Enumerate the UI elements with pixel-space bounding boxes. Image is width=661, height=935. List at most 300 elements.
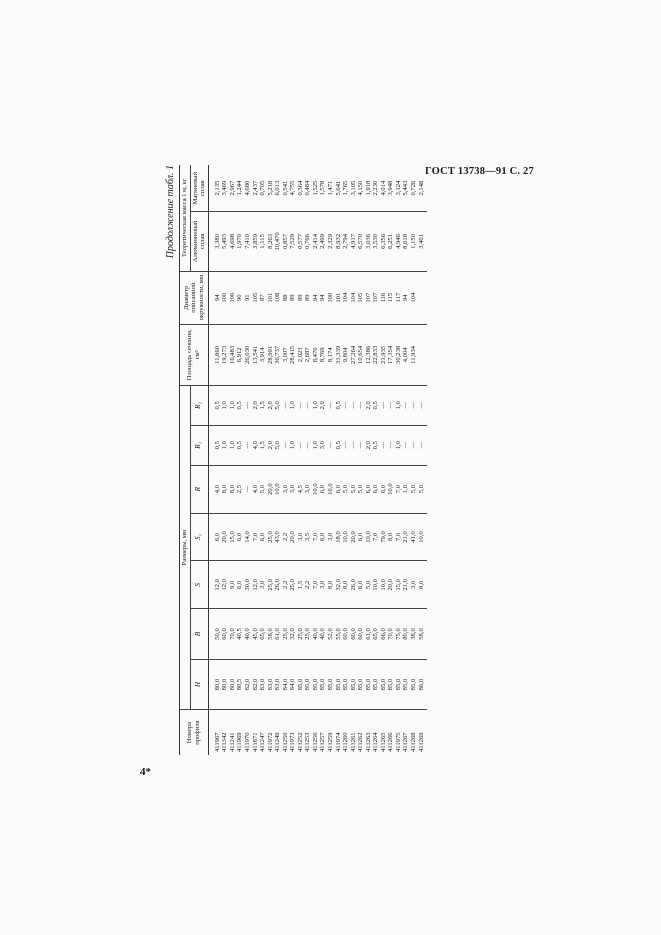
table-cell-magnesium: 1,918 [364, 180, 372, 196]
table-cell-profile: 411973 [289, 732, 297, 752]
table-cell-H: 85,0 [319, 678, 327, 691]
table-cell-diameter: 104 [342, 292, 350, 303]
table-cell-profile: 411263 [364, 732, 372, 752]
table-cell-R2: 5,0 [274, 401, 282, 410]
table-cell-R1: — [243, 441, 251, 449]
table-cell-H: 84,0 [289, 678, 297, 691]
table-cell-magnesium: 5,218 [266, 180, 274, 196]
table-cell-S: 6,0 [357, 580, 365, 589]
table-cell-B: 61,0 [274, 628, 282, 640]
table-cell-B: 70,0 [228, 628, 236, 640]
table-cell-aluminum: 3,401 [417, 234, 425, 249]
table-cell-magnesium: 4,755 [289, 180, 297, 196]
table-cell-diameter: 90 [236, 294, 244, 301]
table-cell-R2: — [326, 402, 334, 409]
table-cell-B: 25,0 [281, 628, 289, 640]
header-magnesium: Магниевый сплав [190, 165, 208, 212]
table-cell-S1: 20,0 [349, 531, 357, 543]
table-cell-H: 80,0 [228, 678, 236, 691]
table-cell-R1: — [296, 441, 304, 449]
table-cell-profile: 411262 [357, 732, 365, 752]
table-cell-R2: 1,0 [289, 401, 297, 410]
table-cell-B: 55,0 [334, 628, 342, 640]
table-cell-R1: 1,0 [221, 441, 229, 450]
table-cell-R1: 0,5 [236, 441, 244, 450]
table-cell-profile: 411267 [402, 732, 410, 752]
table-cell-S: 1,5 [296, 580, 304, 589]
column-R2 [208, 385, 427, 425]
table-cell-magnesium: 1,244 [236, 180, 244, 196]
table-cell-profile: 411269 [417, 732, 425, 752]
table-cell-B: 60,0 [357, 628, 365, 640]
table-cell-diameter: 107 [372, 292, 380, 303]
table-cell-S: 12,0 [251, 579, 259, 591]
table-cell-S1: 7,0 [311, 532, 319, 542]
table-cell-S1: 3,0 [326, 532, 334, 542]
table-cell-aluminum: 0,766 [304, 234, 312, 249]
table-cell-S: 15,0 [394, 579, 402, 591]
table-cell-aluminum: 7,410 [243, 234, 251, 249]
table-cell-aluminum: 8,618 [402, 234, 410, 249]
table-cell-R2: 1,0 [394, 401, 402, 410]
table-cell-aluminum: 2,794 [342, 234, 350, 249]
table-cell-H: 80,5 [236, 678, 244, 691]
table-cell-magnesium: 2,437 [251, 180, 259, 196]
table-cell-R2: — [417, 402, 425, 409]
table-cell-profile: 411261 [349, 732, 357, 752]
table-cell-R2: — [402, 402, 410, 409]
table-cell-H: 85,0 [364, 678, 372, 691]
table-cell-S: 10,0 [372, 579, 380, 591]
table-cell-H: 83,0 [259, 678, 267, 691]
table-cell-diameter [418, 274, 426, 322]
table-cell-magnesium: 5,443 [402, 180, 410, 196]
header-S: S [190, 561, 208, 609]
table-cell-H: 85,0 [311, 678, 319, 691]
table-cell-R1: — [357, 441, 365, 449]
column-S1 [208, 513, 427, 561]
table-cell-S1: 6,0 [213, 532, 221, 542]
table-cell-R2: 0,5 [213, 401, 221, 410]
table-cell-area: 28,991 [266, 345, 274, 364]
table-cell-magnesium: 4,014 [379, 180, 387, 196]
table-cell-B: 50,0 [213, 628, 221, 640]
table-cell-area: 16,483 [228, 345, 236, 364]
table-cell-R: 10,0 [387, 483, 395, 495]
table-cell-B: 60,0 [349, 628, 357, 640]
table-cell-R1: — [387, 441, 395, 449]
table-cell-B: 25,0 [296, 628, 304, 640]
table-cell-R: 8,0 [228, 485, 236, 494]
table-cell-S1: 10,0 [342, 531, 350, 543]
table-cell-S1: 3,0 [296, 532, 304, 542]
table-cell-H: 85,0 [379, 678, 387, 691]
table-cell-R2: 2,0 [364, 401, 372, 410]
table-cell-area: 17,354 [387, 345, 395, 364]
table-cell-aluminum: 3,380 [213, 234, 221, 249]
table-cell-R: 10,0 [274, 483, 282, 495]
table-cell-profile: 411871 [251, 732, 259, 752]
rotated-table-block [165, 165, 545, 755]
table-cell-profile: 411264 [372, 732, 380, 752]
table-cell-R1: 1,0 [228, 441, 236, 450]
table-cell-magnesium: 3,948 [387, 180, 395, 196]
table-cell-S1: 10,0 [417, 531, 425, 543]
table-cell-R: 5,0 [259, 485, 267, 494]
table-cell-H: 85,0 [296, 678, 304, 691]
header-aluminum: Алюминиевый сплав [190, 212, 208, 271]
table-continuation-label: Продолжение табл. 1 [165, 165, 176, 259]
table-cell-H: 86,0 [417, 678, 425, 691]
page-signature-mark: 4* [140, 766, 151, 778]
table-cell-B: 60,0 [342, 628, 350, 640]
table-cell-diameter: 94 [319, 294, 327, 301]
table-cell-B: 58,0 [417, 628, 425, 640]
table-cell-R: 5,0 [410, 485, 417, 494]
table-cell-aluminum: 7,529 [289, 234, 297, 249]
table-cell-profile: 411257 [319, 732, 327, 752]
table-cell-magnesium: 0,705 [259, 180, 267, 196]
table-cell-profile: 411256 [311, 732, 319, 752]
table-cell-R2: — [296, 402, 304, 409]
table-cell-profile: 411249 [274, 732, 282, 752]
table-cell-diameter: 107 [364, 292, 372, 303]
table-cell-B: 70,0 [387, 628, 395, 640]
table-cell-R2: — [357, 402, 365, 409]
table-cell-S: 26,0 [349, 579, 357, 591]
table-cell-area: 4,004 [402, 347, 410, 363]
table-cell-R2: 2,0 [251, 401, 259, 410]
table-cell-magnesium: 1,471 [326, 180, 334, 196]
table-cell-R1: 5,0 [274, 441, 282, 450]
table-cell-R: 5,0 [417, 485, 425, 494]
header-R1: R₁ [190, 425, 208, 465]
table-cell-S1: 2,2 [281, 532, 289, 542]
table-cell-diameter: 116 [379, 292, 387, 303]
table-cell-R1: 2,0 [266, 441, 274, 450]
table-cell-magnesium: 1,525 [311, 180, 319, 196]
table-cell-R: — [243, 485, 251, 493]
column-diameter [208, 271, 427, 324]
table-cell-S1: 6,0 [319, 532, 327, 542]
column-R [208, 465, 427, 513]
table-cell-area: 8,769 [319, 347, 327, 363]
table-cell-B: 61,0 [364, 628, 372, 640]
table-cell-R: 4,0 [251, 485, 259, 494]
table-cell-area: 36,737 [274, 345, 282, 364]
table-cell-R: 20,0 [266, 483, 274, 495]
table-cell-S1: 25,0 [266, 531, 274, 543]
table-cell-area: 2,023 [296, 347, 304, 363]
table-cell-R1: 4,0 [251, 441, 259, 450]
table-cell-S1: 7,0 [394, 532, 402, 542]
table-cell-S: 2,2 [281, 580, 289, 589]
column-H [208, 659, 427, 710]
table-cell-H: 85,0 [372, 678, 380, 691]
table-cell-H: 85,0 [402, 678, 410, 691]
table-cell-area: 11,934 [410, 345, 417, 364]
table-cell-aluminum: 4,698 [228, 234, 236, 249]
table-cell-R2: 1,0 [228, 401, 236, 410]
table-cell-aluminum: 10,470 [274, 232, 282, 251]
table-cell-S1: 6,0 [236, 532, 244, 542]
header-S1: S₁ [190, 513, 208, 561]
table-cell-diameter: 88 [281, 294, 289, 301]
table-cell-magnesium: 1,578 [319, 180, 327, 196]
table-cell-diameter: 106 [228, 292, 236, 303]
table-cell-S1: 6,0 [259, 532, 267, 542]
table-cell-B: 40,0 [319, 628, 327, 640]
table-cell-R: 4,5 [296, 485, 304, 494]
table-cell-magnesium: 5,641 [334, 180, 342, 196]
column-B [208, 609, 427, 660]
table-cell-area [418, 327, 426, 383]
table-cell-H: 85,0 [342, 678, 350, 691]
table-cell-area: 26,030 [243, 345, 251, 364]
table-cell-R2: — [243, 402, 251, 409]
table-cell-S: 10,0 [379, 579, 387, 591]
table-cell-H: 85,0 [387, 678, 395, 691]
table-cell-R1: — [349, 441, 357, 449]
table-cell-S1: 15,0 [228, 531, 236, 543]
table-cell-area: 8,470 [311, 347, 319, 363]
table-cell-B: 52,0 [326, 628, 334, 640]
table-cell-R1: 3,0 [319, 441, 327, 450]
table-cell-H: 83,0 [274, 678, 282, 691]
table-cell-S: 25,0 [289, 579, 297, 591]
column-area [208, 324, 427, 385]
table-cell-S: 6,0 [236, 580, 244, 589]
table-cell-diameter: 100 [326, 292, 334, 303]
table-cell-magnesium: 0,364 [296, 180, 304, 196]
table-cell-H: 85,0 [394, 678, 402, 691]
table-cell-diameter: 105 [357, 292, 365, 303]
table-cell-S: 8,0 [342, 580, 350, 589]
table-cell-diameter: 104 [410, 292, 417, 303]
table-cell-profile: 411970 [243, 732, 251, 752]
header-area: Площадь сечения, см² [180, 324, 209, 385]
header-diameter: Диаметр описанной окружности, мм [180, 271, 209, 324]
table-cell-aluminum: 5,493 [221, 234, 229, 249]
table-cell-R1: — [379, 441, 387, 449]
table-cell-area: 11,860 [213, 345, 221, 364]
table-cell-magnesium: 2,148 [417, 180, 425, 196]
table-cell-area: 2,687 [304, 347, 312, 363]
table-cell-S1: 10,0 [364, 531, 372, 543]
table-cell-diameter: 101 [266, 292, 274, 303]
table-cell-R2: 2,0 [319, 401, 327, 410]
table-cell-R1: — [417, 441, 425, 449]
table-cell-R: 5,0 [342, 485, 350, 494]
table-cell-H: 85,0 [349, 678, 357, 691]
table-cell-R1: 1,0 [311, 441, 319, 450]
table-cell-R1: 2,0 [364, 441, 372, 450]
table-cell-profile: 411241 [228, 732, 236, 752]
table-cell-R: 3,0 [289, 485, 297, 494]
table-cell-area: 31,339 [334, 345, 342, 364]
table-cell-B: 40,5 [236, 628, 244, 640]
table-cell-area: 10,654 [357, 345, 365, 364]
table-cell-R1: — [304, 441, 312, 449]
table-cell-aluminum: 8,263 [266, 234, 274, 249]
table-cell-R1: — [326, 441, 334, 449]
table-cell-area: 9,804 [342, 347, 350, 363]
table-cell-S: 8,0 [417, 580, 425, 589]
table-cell-magnesium: 3,469 [221, 180, 229, 196]
table-cell-R1: 1,0 [289, 441, 297, 450]
table-cell-aluminum: 1,150 [410, 234, 417, 249]
table-cell-R: 6,0 [364, 485, 372, 494]
table-cell-H: 85,0 [334, 678, 342, 691]
table-cell-R2: 0,5 [334, 401, 342, 410]
table-cell-S: 2,2 [304, 580, 312, 589]
table-cell-aluminum: 2,499 [319, 234, 327, 249]
table-cell-magnesium: 1,765 [342, 180, 350, 196]
table-cell-S: 3,0 [259, 580, 267, 589]
table-cell-magnesium: 2,135 [213, 180, 221, 196]
table-cell-magnesium: 0,726 [410, 180, 417, 196]
table-cell-profile: 411252 [296, 732, 304, 752]
table-cell-R: 7,0 [394, 485, 402, 494]
table-cell-R: 2,5 [236, 485, 244, 494]
table-cell-S1: 20,0 [221, 531, 229, 543]
table-cell-area: 19,273 [221, 345, 229, 364]
table-cell-area: 8,174 [326, 347, 334, 363]
document-header-code: ГОСТ 13738—91 С. 27 [425, 166, 534, 177]
table-cell-S: 26,0 [274, 579, 282, 591]
table-cell-profile: 411259 [326, 732, 334, 752]
table-cell-profile: 411268 [410, 732, 417, 752]
table-cell-area: 3,914 [259, 347, 267, 363]
table-cell-R: 10,0 [326, 483, 334, 495]
table-cell-R: 6,0 [372, 485, 380, 494]
table-cell-aluminum: 1,970 [236, 234, 244, 249]
table-cell-S1: 21,0 [402, 531, 410, 543]
table-cell-R2: 1,0 [311, 401, 319, 410]
table-cell-R1: — [342, 441, 350, 449]
table-cell-S1: 8,0 [387, 532, 395, 542]
table-cell-diameter: 100 [221, 292, 229, 303]
table-cell-magnesium: 4,680 [243, 180, 251, 196]
table-cell-S: 5,0 [364, 580, 372, 589]
table-cell-R: 3,0 [304, 485, 312, 494]
table-cell-B: 66,0 [379, 628, 387, 640]
table-cell-H: 82,0 [243, 678, 251, 691]
table-cell-aluminum: 0,857 [281, 234, 289, 249]
table-cell-R2: 1,5 [259, 401, 267, 410]
table-cell-R1: 0,5 [213, 441, 221, 450]
table-cell-S1: 18,0 [334, 531, 342, 543]
table-cell-S: 20,0 [387, 579, 395, 591]
table-cell-S1: 20,0 [289, 531, 297, 543]
header-R: R [190, 465, 208, 513]
table-cell-profile: 411972 [266, 732, 274, 752]
table-cell-R2: — [304, 402, 312, 409]
table-cell-aluminum: 6,570 [357, 234, 365, 249]
table-cell-S1: 6,0 [357, 532, 365, 542]
table-cell-aluminum: 2,329 [326, 234, 334, 249]
column-magnesium [208, 165, 427, 212]
table-cell-R2: — [281, 402, 289, 409]
column-aluminum [208, 212, 427, 271]
column-profile [208, 710, 427, 755]
table-cell-area: 27,264 [349, 345, 357, 364]
table-cell-S: 32,0 [334, 579, 342, 591]
table-cell-S: 30,0 [243, 579, 251, 591]
table-cell-S: 7,0 [311, 580, 319, 589]
table-cell-profile: 411969 [236, 732, 244, 752]
table-cell-diameter: 104 [349, 292, 357, 303]
table-cell-profile: 411247 [259, 732, 267, 752]
table-cell-aluminum: 1,115 [259, 234, 267, 249]
table-cell-R: 5,0 [357, 485, 365, 494]
table-cell-R2: 0,5 [236, 401, 244, 410]
table-cell-area: 13,541 [251, 345, 259, 364]
table-cell-B: 65,0 [372, 628, 380, 640]
table-cell-R: 4,0 [213, 485, 221, 494]
table-cell-S1: 3,5 [304, 532, 312, 542]
table-cell-H: 83,0 [266, 678, 274, 691]
table-cell-area: 6,912 [236, 347, 244, 363]
table-cell-B: 38,0 [410, 628, 417, 640]
table-cell-R: 5,0 [349, 485, 357, 494]
table-cell-R2: — [379, 402, 387, 409]
table-cell-area: 12,386 [364, 345, 372, 364]
table-cell-R2: — [342, 402, 350, 409]
table-cell-diameter: 94 [213, 294, 221, 301]
table-cell-diameter: 115 [387, 292, 395, 303]
table-cell-aluminum: 8,932 [334, 234, 342, 249]
table-cell-B: 25,0 [304, 628, 312, 640]
table-cell-S: 3,0 [319, 580, 327, 589]
table-cell-R: 1,0 [402, 485, 410, 494]
table-cell-magnesium: 4,150 [357, 180, 365, 196]
table-cell-magnesium: 3,124 [394, 180, 402, 196]
table-cell-H: 85,0 [326, 678, 334, 691]
table-cell-magnesium: 0,484 [304, 180, 312, 196]
table-cell-B: 32,0 [289, 628, 297, 640]
header-mass-group: Теоретическая масса 1 м, кг [180, 165, 191, 271]
table-cell-S1: 79,0 [379, 531, 387, 543]
table-cell-B: 80,0 [402, 628, 410, 640]
table-cell-S1: 43,0 [274, 531, 282, 543]
table-cell-R: 3,0 [281, 485, 289, 494]
table-cell-B: 75,0 [394, 628, 402, 640]
table-cell-S1: 41,0 [410, 531, 417, 543]
header-B: B [190, 609, 208, 660]
table-cell-profile: 411265 [379, 732, 387, 752]
table-cell-R2: — [410, 402, 417, 409]
header-H: H [190, 659, 208, 710]
table-cell-aluminum: 0,577 [296, 234, 304, 249]
column-S [208, 561, 427, 609]
table-cell-B: 40,0 [243, 628, 251, 640]
table-cell-R: 6,0 [334, 485, 342, 494]
table-cell-H: 85,0 [357, 678, 365, 691]
table-cell-magnesium: 0,541 [281, 180, 289, 196]
table-cell-profile: 411342 [221, 732, 229, 752]
table-body-row [208, 165, 427, 755]
table-cell-R1: — [281, 441, 289, 449]
table-cell-R2: 1,0 [221, 401, 229, 410]
table-cell-R1: 1,5 [259, 441, 267, 450]
table-cell-B: 65,0 [259, 628, 267, 640]
table-cell-magnesium: 2,230 [372, 180, 380, 196]
table-cell-aluminum: 6,251 [387, 234, 395, 249]
table-cell-S1: 7,0 [372, 532, 380, 542]
table-cell-magnesium: 6,613 [274, 180, 282, 196]
table-cell-aluminum: 3,530 [372, 234, 380, 249]
